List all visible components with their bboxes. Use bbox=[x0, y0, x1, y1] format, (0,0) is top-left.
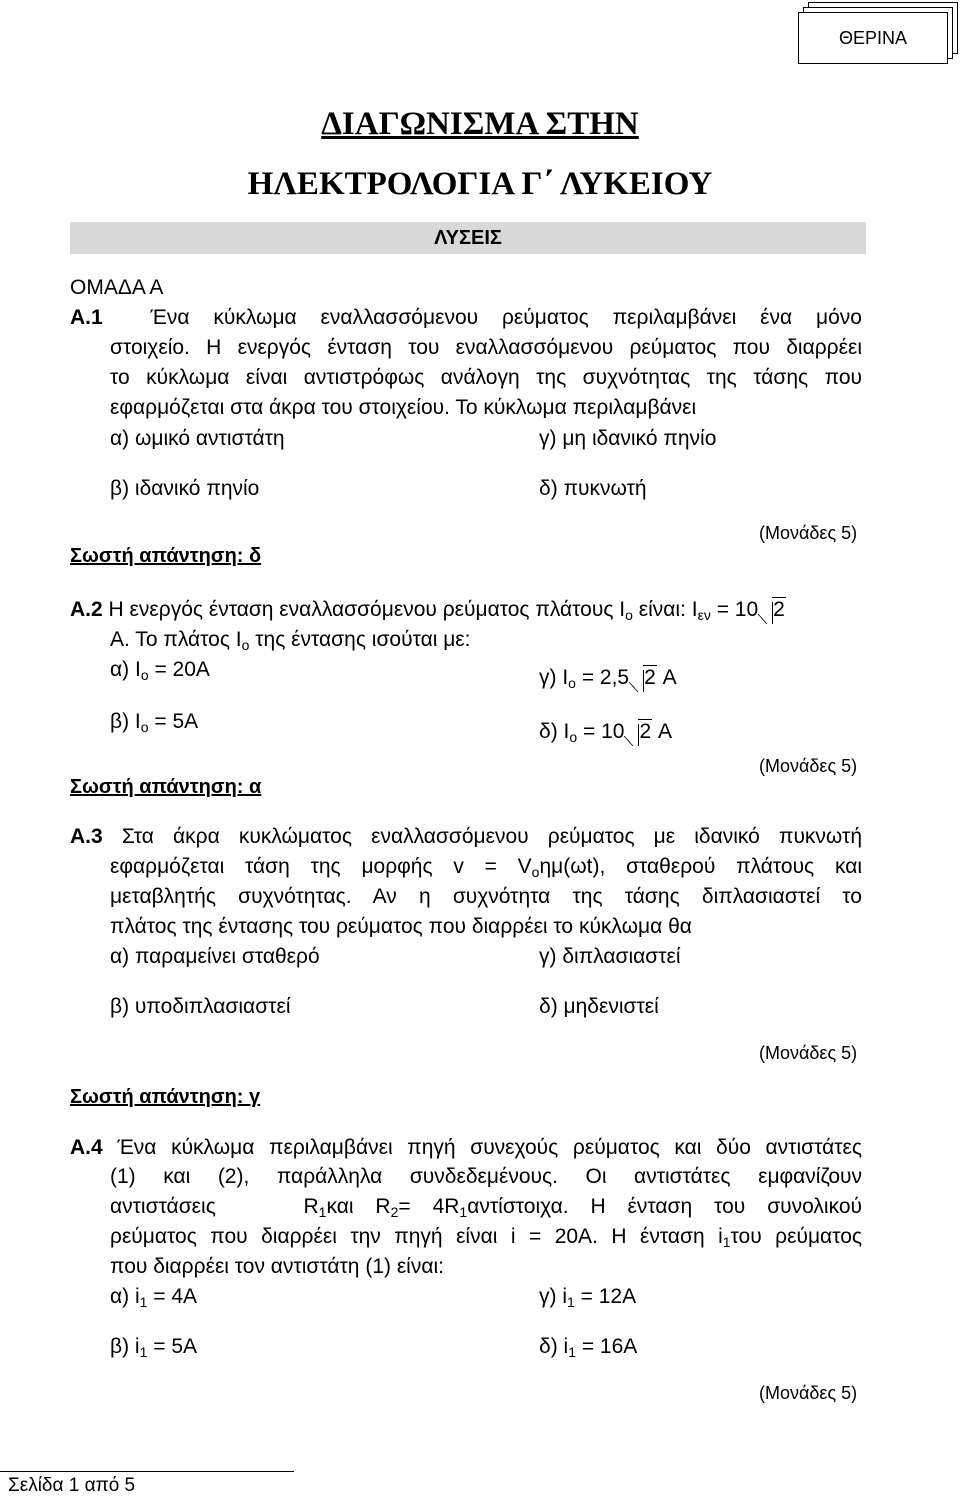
q4-option-d: δ) $i_1 = 16A$ bbox=[539, 1335, 638, 1360]
title-line-1: ΔΙΑΓΩΝΙΣΜΑ ΣΤΗΝ bbox=[321, 106, 639, 142]
title-line-2: ΗΛΕΚΤΡΟΛΟΓΙΑ Γ΄ ΛΥΚΕΙΟΥ bbox=[247, 166, 713, 202]
q1-option-d: δ) πυκνωτή bbox=[539, 477, 647, 500]
q2-line-1: Α.2 Η ενεργός ένταση εναλλασσόμενου ρεύματος πλάτους $I_o$ είναι: $I_{\varepsilon\nu} = 10$ 2 bbox=[70, 598, 785, 623]
q3-line-1: Α.3 Στα άκρα κυκλώματος εναλλασσόμενου ρεύματος με ιδανικό πυκνωτή bbox=[70, 825, 862, 848]
q1-line-3: το κύκλωμα είναι αντιστρόφως ανάλογη της συχνότητας της τάσης που bbox=[110, 366, 862, 389]
q4-option-b: β) $i_1 = 5A$ bbox=[110, 1335, 198, 1360]
q1-option-c: γ) μη ιδανικό πηνίο bbox=[539, 427, 717, 450]
q1-line-4: εφαρμόζεται στα άκρα του στοιχείου. Το κύκλωμα περιλαμβάνει bbox=[110, 396, 697, 419]
q4-line-1: Α.4 Ένα κύκλωμα περιλαμβάνει πηγή συνεχούς ρεύματος και δύο αντιστάτες bbox=[70, 1136, 863, 1159]
footer-divider bbox=[0, 1471, 294, 1472]
corner-label: ΘΕΡΙΝΑ bbox=[798, 12, 948, 64]
q3-option-a: α) παραμείνει σταθερό bbox=[110, 945, 320, 968]
page-footer: Σελίδα 1 από 5 bbox=[8, 1475, 136, 1496]
q1-option-b: β) ιδανικό πηνίο bbox=[110, 477, 260, 500]
q4-points: (Μονάδες 5) bbox=[759, 1383, 858, 1403]
q4-line-4: ρεύματος που διαρρέει την πηγή είναι i = 20A. Η ένταση $i_1\tau o\upsilon$ ρεύματος bbox=[110, 1225, 862, 1250]
q2-line-2: Α. Το πλάτος $I_o$ της έντασης ισούται με: bbox=[110, 628, 471, 653]
q1-answer: Σωστή απάντηση: δ bbox=[70, 545, 262, 567]
q3-line-3: μεταβλητής συχνότητας. Αν η συχνότητα της τάσης διπλασιαστεί το bbox=[110, 885, 862, 908]
q2-option-d: δ) $I_o = 10$ 2 A bbox=[539, 720, 673, 745]
q4-line-2: (1) και (2), παράλληλα συνδεδεμένους. Οι αντιστάτες εμφανίζουν bbox=[110, 1165, 862, 1188]
sqrt-symbol: 2 bbox=[758, 598, 786, 622]
solutions-banner: ΛΥΣΕΙΣ bbox=[70, 222, 866, 254]
q4-line-5: που διαρρέει τον αντιστάτη (1) είναι: bbox=[110, 1255, 444, 1278]
q2-answer: Σωστή απάντηση: α bbox=[70, 776, 262, 798]
q3-line-4: πλάτος της έντασης του ρεύματος που διαρρέει το κύκλωμα θα bbox=[110, 915, 692, 938]
q4-option-c: γ) $i_1 = 12A$ bbox=[539, 1285, 637, 1310]
group-heading: ΟΜΑΔΑ Α bbox=[70, 276, 164, 299]
q3-option-b: β) υποδιπλασιαστεί bbox=[110, 995, 291, 1018]
sqrt-symbol: 2 bbox=[629, 666, 657, 690]
q1-line-2: στοιχείο. Η ενεργός ένταση του εναλλασσόμενου ρεύματος που διαρρέει bbox=[110, 336, 862, 359]
q3-option-c: γ) διπλασιαστεί bbox=[539, 945, 681, 968]
q1-option-a: α) ωμικό αντιστάτη bbox=[110, 427, 285, 450]
q3-line-2: εφαρμόζεται τάση της μορφής $v = V_o\eta\mu(\omega t)$, σταθερού πλάτους και bbox=[110, 855, 862, 880]
q3-points: (Μονάδες 5) bbox=[759, 1043, 858, 1063]
q4-line-3: αντιστάσεις $R_1\kappa\alpha\iota$ $R_2= 4R_1\alpha\nu\tau ί\sigma\tau o\iota\chi\alpha$. Η ένταση του συνολικού bbox=[110, 1195, 862, 1220]
q3-answer: Σωστή απάντηση: γ bbox=[70, 1086, 261, 1108]
q3-option-d: δ) μηδενιστεί bbox=[539, 995, 659, 1018]
q2-option-c: γ) $I_o = 2,5$ 2 A bbox=[539, 666, 677, 691]
q4-option-a: α) $i_1 = 4A$ bbox=[110, 1285, 198, 1310]
q2-points: (Μονάδες 5) bbox=[759, 756, 858, 776]
q2-option-a: α) $I_o = 20A$ bbox=[110, 658, 210, 683]
q1-line-1: Α.1 Ένα κύκλωμα εναλλασσόμενου ρεύματος περιλαμβάνει ένα μόνο bbox=[70, 306, 862, 329]
sqrt-symbol: 2 bbox=[624, 720, 652, 744]
q1-points: (Μονάδες 5) bbox=[759, 523, 858, 543]
q2-option-b: β) $I_o = 5A$ bbox=[110, 710, 199, 735]
